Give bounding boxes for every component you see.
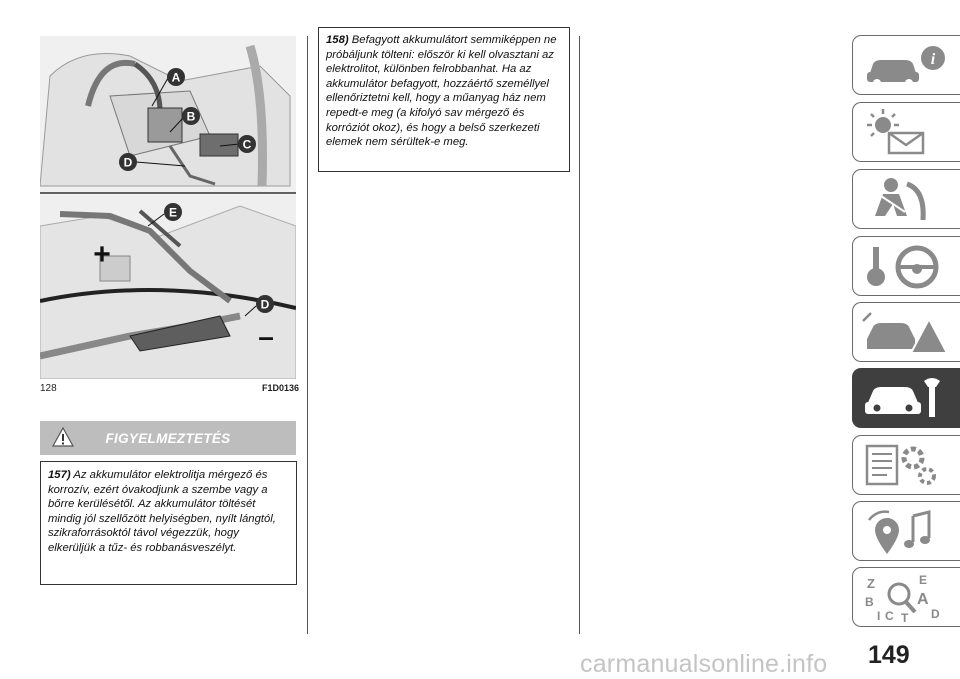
watermark: carmanualsonline.info <box>580 650 828 678</box>
tab-starting-driving[interactable] <box>852 236 960 296</box>
emergency-icon <box>861 309 951 357</box>
warning-note-158 <box>318 27 570 172</box>
index-letter: B <box>865 595 874 609</box>
column-divider <box>307 36 308 634</box>
warning-title: FIGYELMEZTETÉS <box>105 431 231 446</box>
tab-car-info[interactable] <box>852 35 960 95</box>
page-number: 149 <box>868 641 910 669</box>
index-letter: A <box>917 591 929 608</box>
index-letter: D <box>931 607 940 621</box>
technical-data-icon <box>861 442 951 490</box>
callout-label: D <box>123 155 133 170</box>
note-text: Befagyott akkumulátort semmiképpen ne próbáljunk tölteni: először ki kell olvasztani az elektrolitot, különben felrobbanhat. Ha az akkumulátor befagyott, hozzáértő személlyel ellenőriztetni kell, hogy a műanyag ház nem repedt-e meg (a kifolyó sav mérgező és korróziót okoz), és hogy a belső szerkezeti elemek nem sérültek-e meg. <box>326 34 557 149</box>
note-number: 157) <box>48 469 71 481</box>
warning-note-157 <box>40 461 297 585</box>
callout-label: B <box>186 109 196 124</box>
minus-sign: – <box>258 321 274 352</box>
callout-label: C <box>242 137 252 152</box>
index-letter: I <box>877 609 881 622</box>
callout-label: A <box>171 70 181 85</box>
note-number: 158) <box>326 34 349 46</box>
index-icon <box>861 574 951 622</box>
svg-text:i: i <box>930 51 936 68</box>
car-info-icon <box>861 42 951 90</box>
tab-index[interactable] <box>852 567 960 627</box>
battery-figure <box>40 36 296 379</box>
figure-code: F1D0136 <box>262 383 300 393</box>
maintenance-icon <box>861 375 951 423</box>
tab-multimedia[interactable] <box>852 501 960 561</box>
callout-label: D <box>260 297 270 312</box>
note-text: Az akkumulátor elektrolitja mérgező és korrozív, ezért óvakodjunk a szembe vagy a bőrre kerülésétől. Az akkumulátor töltését mindig jól szellőzött helyiségben, nyílt lángtól, szikraforrásoktól távol végezzük, hogy elkerüljük a tűz- és robbanásveszélyt. <box>48 469 276 554</box>
plus-sign: + <box>93 238 111 271</box>
column-divider <box>579 36 580 634</box>
starting-driving-icon <box>861 243 951 291</box>
callout-label: E <box>168 205 178 220</box>
tab-warning-lights[interactable] <box>852 102 960 162</box>
tab-emergency[interactable] <box>852 302 960 362</box>
figure-number: 128 <box>40 383 57 394</box>
warning-header <box>40 421 296 455</box>
tab-technical-data[interactable] <box>852 435 960 495</box>
index-letter: Z <box>867 576 875 591</box>
multimedia-icon <box>861 508 951 556</box>
warning-lights-icon <box>861 109 951 157</box>
index-letter: E <box>919 574 928 587</box>
index-letter: C <box>885 609 894 622</box>
tab-seat-safety[interactable] <box>852 169 960 229</box>
seat-safety-icon <box>861 176 951 224</box>
tab-maintenance[interactable] <box>852 368 960 428</box>
index-letter: T <box>901 611 909 622</box>
